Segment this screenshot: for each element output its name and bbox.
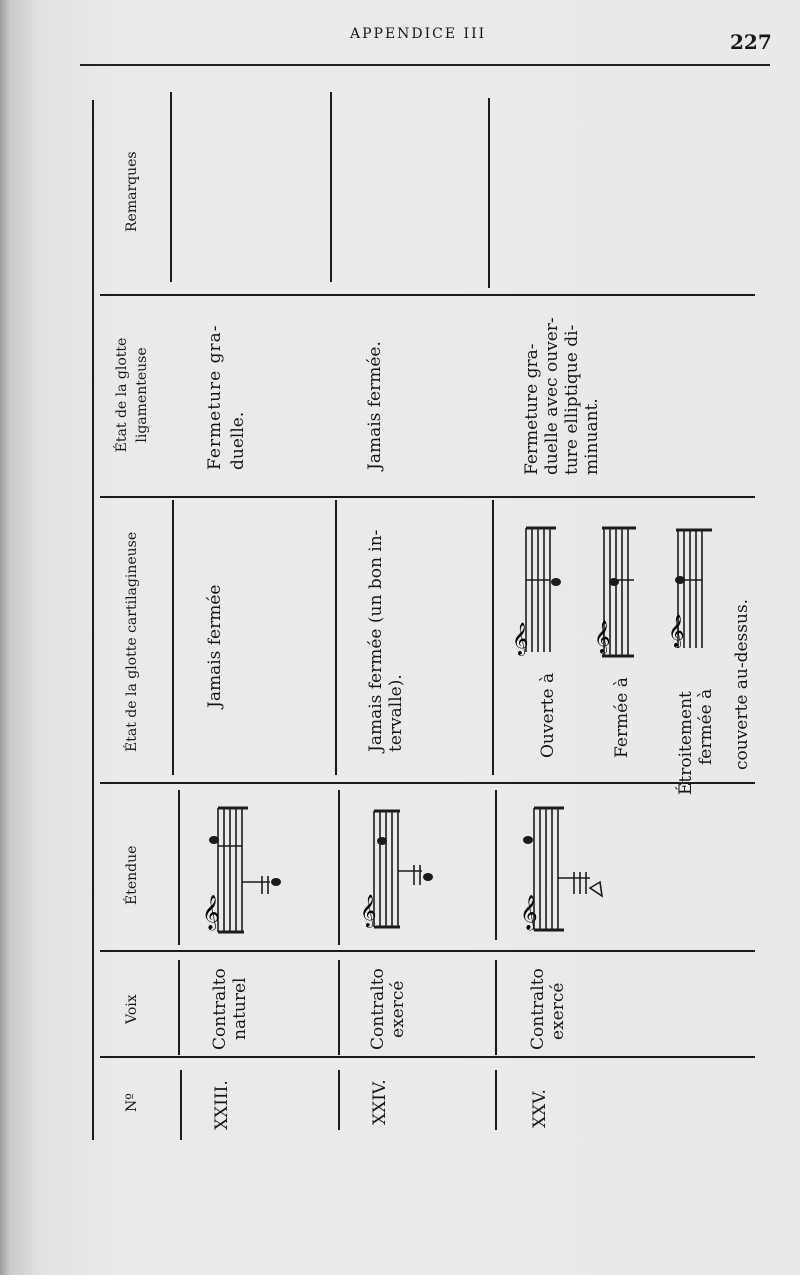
header-rule bbox=[80, 64, 770, 66]
glotte-ligamenteuse-line: duelle. bbox=[228, 411, 248, 470]
col-rule bbox=[100, 950, 755, 952]
voix-line: Contralto bbox=[528, 968, 548, 1050]
glotte-ligamenteuse-line: ture elliptique di- bbox=[562, 324, 582, 475]
glotte-cartilagineuse-line: tervalle). bbox=[386, 674, 406, 752]
row-divider bbox=[335, 500, 337, 775]
treble-clef-icon: 𝄞 bbox=[668, 614, 685, 647]
header-glotte-ligamenteuse bbox=[112, 320, 152, 470]
glotte-cartilagineuse-line: Jamais fermée (un bon in- bbox=[366, 529, 386, 752]
glotte-cartilagineuse-text: Jamais fermée bbox=[205, 584, 225, 708]
header-etendue: Étendue bbox=[124, 845, 140, 905]
row-divider bbox=[338, 960, 340, 1055]
header-no: Nº bbox=[124, 1093, 140, 1112]
glotte-item-couverte: couverte au-dessus. bbox=[732, 598, 752, 770]
glotte-ligamenteuse-line: duelle avec ouver- bbox=[542, 317, 562, 475]
page-number: 227 bbox=[730, 30, 772, 54]
music-staff-icon bbox=[200, 800, 295, 940]
treble-clef-icon: 𝄞 bbox=[512, 622, 529, 655]
row-number: XXV. bbox=[530, 1089, 550, 1128]
voix-line: exercé bbox=[548, 982, 568, 1040]
glotte-ligamenteuse-text: Jamais fermée. bbox=[365, 341, 385, 470]
glotte-ligamenteuse-line: Fermeture gra- bbox=[205, 324, 225, 470]
header-glotte-cartilagineuse: État de la glotte cartilagineuse bbox=[124, 531, 140, 752]
glotte-item-fermee-a: fermée à bbox=[696, 688, 716, 765]
glotte-ligamenteuse-line: Fermeture gra- bbox=[522, 343, 542, 475]
row-divider bbox=[492, 500, 494, 775]
row-divider bbox=[338, 1070, 340, 1130]
col-divider bbox=[178, 790, 180, 945]
header-voix: Voix bbox=[124, 994, 140, 1024]
row-number: XXIV. bbox=[370, 1079, 390, 1125]
row-divider bbox=[330, 92, 332, 282]
header-glotte-ligamenteuse-text: État de la glotte ligamenteuse bbox=[114, 337, 150, 453]
glotte-ligamenteuse-line: minuant. bbox=[582, 398, 602, 475]
col-divider bbox=[170, 92, 172, 282]
voix-line: Contralto bbox=[368, 968, 388, 1050]
music-staff-icon bbox=[518, 802, 613, 937]
music-staff-icon bbox=[668, 524, 728, 654]
glotte-item-etroitement: Étroitement bbox=[676, 691, 696, 795]
row-divider bbox=[495, 790, 497, 940]
running-title: APPENDICE III bbox=[350, 26, 487, 42]
col-rule bbox=[100, 496, 755, 498]
col-divider bbox=[180, 1070, 182, 1140]
row-divider bbox=[488, 98, 490, 288]
col-rule bbox=[100, 294, 755, 296]
music-staff-icon bbox=[512, 524, 572, 664]
treble-clef-icon: 𝄞 bbox=[520, 895, 538, 930]
row-divider bbox=[495, 960, 497, 1055]
table-left-border bbox=[92, 100, 94, 1140]
treble-clef-icon: 𝄞 bbox=[360, 894, 377, 927]
voix-line: Contralto bbox=[210, 968, 230, 1050]
row-divider bbox=[338, 790, 340, 945]
col-rule bbox=[100, 1056, 755, 1058]
row-divider bbox=[495, 1070, 497, 1130]
voix-line: naturel bbox=[230, 977, 250, 1040]
col-divider bbox=[178, 960, 180, 1055]
glotte-item-fermee: Fermée à bbox=[612, 677, 632, 758]
glotte-item-ouverte: Ouverte à bbox=[538, 672, 558, 758]
music-staff-icon bbox=[360, 805, 445, 935]
header-remarques: Remarques bbox=[124, 151, 140, 232]
row-number: XXIII. bbox=[212, 1080, 232, 1130]
treble-clef-icon: 𝄞 bbox=[202, 895, 220, 930]
voix-line: exercé bbox=[388, 980, 408, 1038]
music-staff-icon bbox=[594, 524, 654, 664]
col-rule bbox=[100, 782, 755, 784]
treble-clef-icon: 𝄞 bbox=[594, 620, 611, 653]
col-divider bbox=[172, 500, 174, 775]
